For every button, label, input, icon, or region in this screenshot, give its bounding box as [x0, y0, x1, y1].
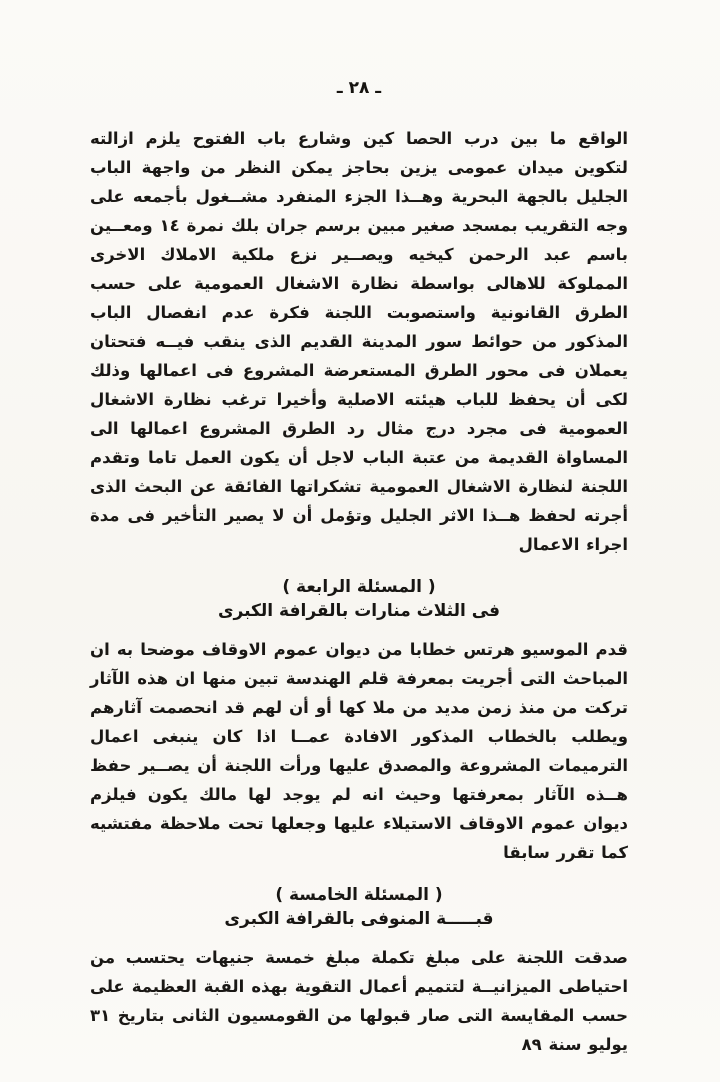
- section-heading-fifth-issue: ( المسئلة الخامسة ): [275, 885, 443, 905]
- paragraph-qubbat-el-menoufi: صدقت اللجنة على مبلغ تكملة مبلغ خمسة جنيهات يحتسب من احتياطى الميزانيــة لتتميم أعمال التقوية بهذه القبة العظيمة على حسب المقايسة التى صار قبولها من القومسيون الثانى بتاريخ ٣١ يوليو سنة ٨٩: [90, 948, 628, 1054]
- paragraph-three-minarets: قدم الموسيو هرتس خطابا من ديوان عموم الاوقاف موضحا به ان المباحث التى أجريت بمعرفة قلم الهندسة تبين منها ان هذه الآثار تركت من منذ زمن مديد من ملا كها أو أن لهم قد انحصمت آثارهم ويطلب بالخطاب المذكور الافادة عمــا اذا كان ينبغى اعمال الترميمات المشروعة والمصدق عليها ورأت اللجنة أن يصــير حفظ هــذه الآثار بمعرفتها وحيث انه لم يوجد لها مالك يكون فيلزم ديوان عموم الاوقاف الاستيلاء عليها وجعلها تحت ملاحظة مفتشيه كما تقرر سابقا: [90, 640, 628, 862]
- section-subheading-three-minarets: فى الثلاث منارات بالقرافة الكبرى: [217, 601, 501, 621]
- page-number: ـ ٢٨ ـ: [336, 78, 382, 98]
- paragraph-bab-el-futuh: الواقع ما بين درب الحصا كين وشارع باب الفتوح يلزم ازالته لتكوين ميدان عمومى يزين بحاجز يمكن النظر من واجهة الباب الجليل بالجهة البحرية وهــذا الجزء المنفرد مشــغول بأجمعه على وجه التقريب بمسجد صغير مبين برسم جران بلك نمرة ١٤ ومعــين باسم عبد الرحمن كيخيه ويصــير نزع ملكية الاملاك الاخرى المملوكة للاهالى بواسطة نظارة الاشغال العمومية على حسب الطرق القانونية واستصوبت اللجنة فكرة عدم انفصال الباب المذكور من حوائط سور المدينة القديم الذى ينقب فيــه فتحتان يعملان فى محور الطرق المستعرضة المشروع فى اعمالها وذلك لكى أن يحفظ للباب هيئته الاصلية وأخيرا ترغب نظارة الاشغال العمومية فى مجرد درج مثال رد الطرق المشروع اعمالها الى المساواة القديمة من عتبة الباب لاجل أن يكون العمل تاما وتقدم اللجنة لنظارة الاشغال العمومية تشكراتها الفائقة عن البحث الذى أجرته لحفظ هــذا الاثر الجليل وتؤمل أن لا يصير التأخير فى مدة اجراء الاعمال: [90, 129, 628, 554]
- section-subheading-qubbat-el-menoufi: قبـــــة المنوفى بالقرافة الكبرى: [224, 909, 494, 929]
- section-heading-fourth-issue: ( المسئلة الرابعة ): [282, 577, 436, 597]
